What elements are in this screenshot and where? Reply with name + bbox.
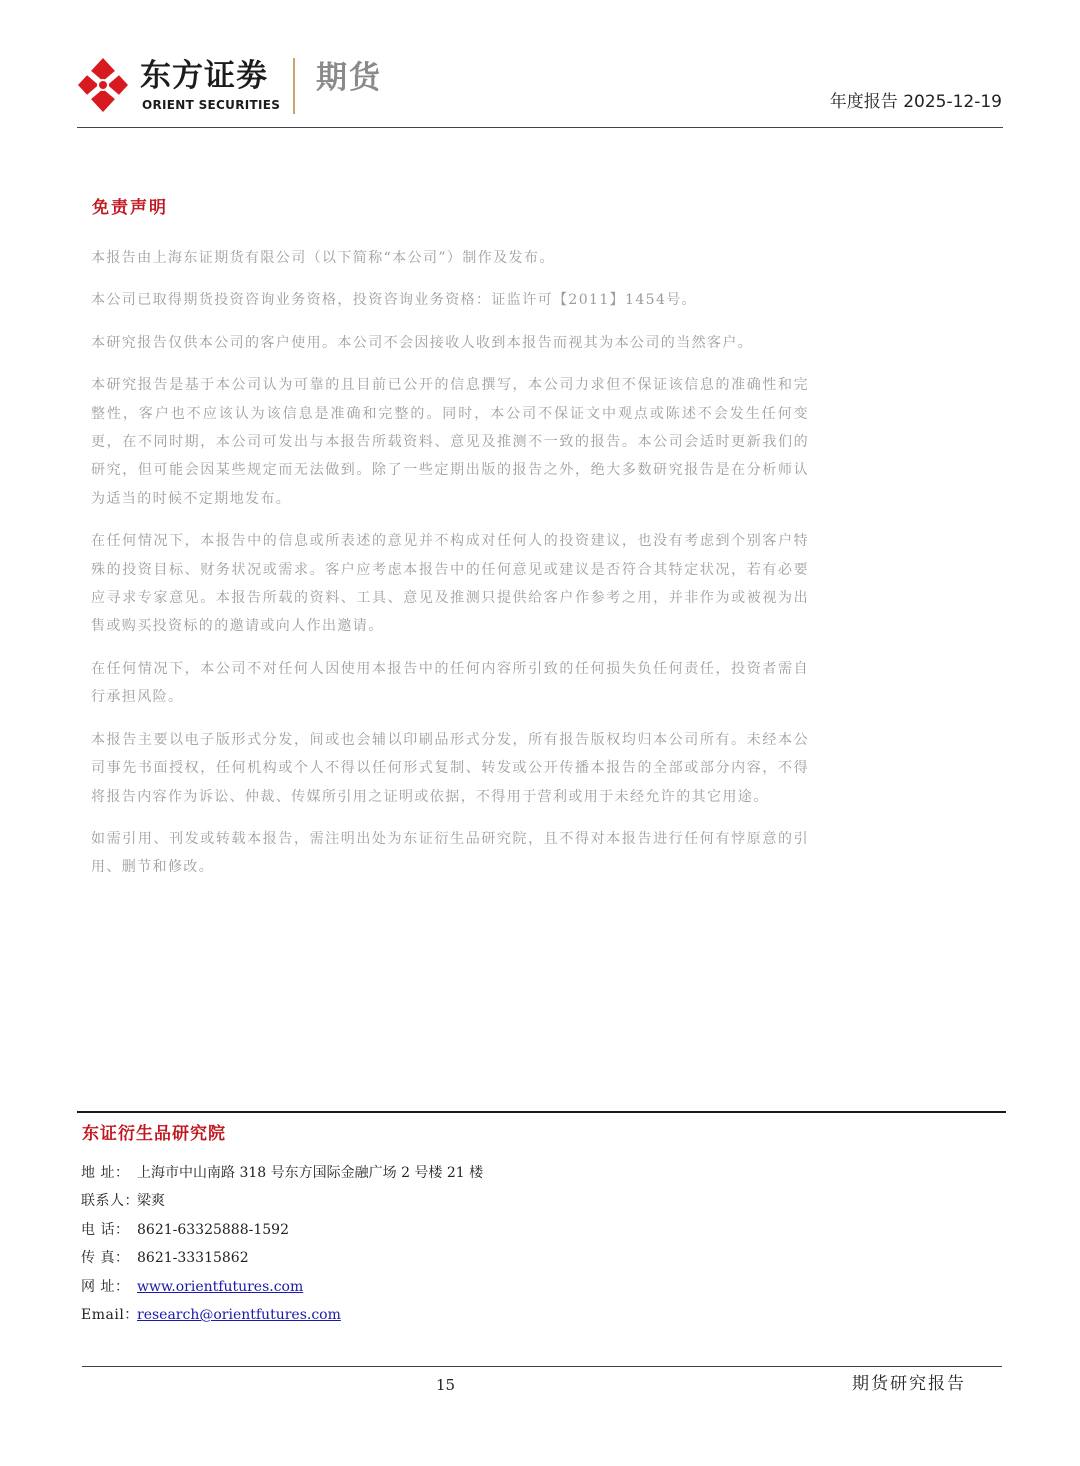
fax-value: 8621-33315862: [137, 1250, 249, 1267]
footer-report-label: 期货研究报告: [852, 1374, 966, 1394]
contact-web-row: [81, 1273, 483, 1301]
disclaimer-title: 免责声明: [92, 198, 168, 218]
brand-subtitle: 期货: [316, 60, 382, 96]
disclaimer-paragraph: 本公司已取得期货投资咨询业务资格，投资咨询业务资格：证监许可【2011】1454号。: [91, 292, 698, 309]
website-link[interactable]: www.orientfutures.com: [137, 1278, 304, 1295]
disclaimer-body: [91, 244, 809, 896]
disclaimer-paragraph: 如需引用、刊发或转载本报告，需注明出处为东证衍生品研究院，且不得对本报告进行任何有悖原意的引用、删节和修改。: [91, 830, 809, 876]
address-value: 上海市中山南路 318 号东方国际金融广场 2 号楼 21 楼: [137, 1165, 484, 1181]
email-link[interactable]: research@orientfutures.com: [137, 1307, 341, 1324]
report-type-date: 年度报告 2025-12-19: [829, 92, 1002, 112]
contact-divider: [77, 1111, 1006, 1113]
fax-label: 传 真：: [81, 1250, 130, 1267]
header-divider: [77, 127, 1003, 128]
page-number: 15: [436, 1376, 456, 1394]
disclaimer-paragraph: 在任何情况下，本报告中的信息或所表述的意见并不构成对任何人的投资建议，也没有考虑到个别客户特殊的投资目标、财务状况或需求。客户应考虑本报告中的任何意见或建议是否符合其特定状况，若有必要应寻求专家意见。本报告所载的资料、工具、意见及推测只提供给客户作参考之用，并非作为或被视为出售或购买投资标的的邀请或向人作出邀请。: [91, 533, 809, 635]
email-label: Email：: [81, 1307, 139, 1324]
phone-label: 电 话：: [81, 1221, 130, 1238]
brand-name-cn: 东方证劵: [140, 58, 268, 94]
brand-name-en: ORIENT SECURITIES: [142, 98, 281, 112]
web-label: 网 址：: [81, 1278, 130, 1295]
orient-securities-logo-icon: [76, 56, 130, 114]
disclaimer-paragraph: 本研究报告是基于本公司认为可靠的且目前已公开的信息撰写，本公司力求但不保证该信息的准确性和完整性，客户也不应该认为该信息是准确和完整的。同时，本公司不保证文中观点或陈述不会发生任何变更，在不同时期，本公司可发出与本报告所载资料、意见及推测不一致的报告。本公司会适时更新我们的研究，但可能会因某些规定而无法做到。除了一些定期出版的报告之外，绝大多数研究报告是在分析师认为适当的时候不定期地发布。: [91, 377, 809, 507]
contact-phone-row: [81, 1216, 483, 1244]
footer-divider: [82, 1366, 1002, 1367]
disclaimer-paragraph: 本报告由上海东证期货有限公司（以下简称“本公司”）制作及发布。: [91, 250, 555, 266]
phone-value: 8621-63325888-1592: [137, 1221, 289, 1238]
disclaimer-paragraph: 本报告主要以电子版形式分发，间或也会辅以印刷品形式分发，所有报告版权均归本公司所有。未经本公司事先书面授权，任何机构或个人不得以任何形式复制、转发或公开传播本报告的全部或部分内容，不得将报告内容作为诉讼、仲裁、传媒所引用之证明或依据，不得用于营利或用于未经允许的其它用途。: [91, 731, 809, 805]
disclaimer-paragraph: 在任何情况下，本公司不对任何人因使用本报告中的任何内容所引致的任何损失负任何责任，投资者需自行承担风险。: [91, 660, 809, 706]
contact-fax-row: [81, 1244, 483, 1272]
brand-divider: [293, 58, 295, 114]
contact-person-row: [81, 1187, 483, 1215]
disclaimer-paragraph: 本研究报告仅供本公司的客户使用。本公司不会因接收人收到本报告而视其为本公司的当然客户。: [91, 334, 754, 351]
person-value: 梁爽: [137, 1193, 165, 1210]
contact-email-row: [81, 1301, 483, 1329]
address-label: 地 址：: [81, 1165, 130, 1181]
institute-name: 东证衍生品研究院: [82, 1124, 226, 1144]
contact-list: [81, 1159, 483, 1329]
contact-address-row: [81, 1159, 483, 1187]
person-label: 联系人：: [81, 1193, 139, 1210]
